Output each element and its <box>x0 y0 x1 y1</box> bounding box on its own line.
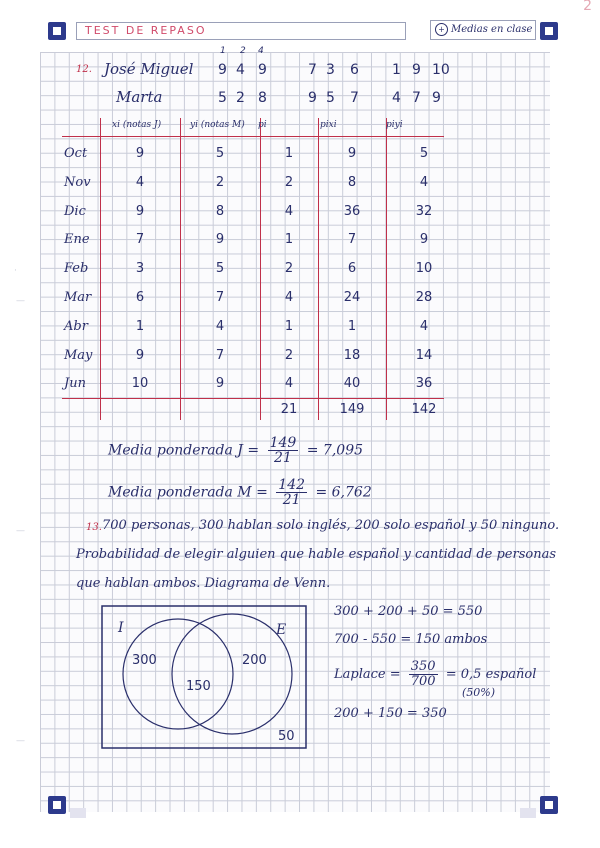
student-grade: 7 <box>412 90 421 106</box>
media-m-result: = 6,762 <box>315 484 372 501</box>
table-cell: 9 <box>215 376 225 392</box>
laplace-percent: (50%) <box>462 686 496 699</box>
fraction-numerator: 142 <box>278 477 306 493</box>
table-cell: 4 <box>135 174 145 190</box>
media-ponderada-j <box>108 436 363 465</box>
table-row-label: Feb <box>64 261 89 277</box>
corner-mark-top-right <box>540 22 558 40</box>
table-cell: 28 <box>415 290 433 305</box>
table-cell: 1 <box>284 318 294 334</box>
student-grade: 10 <box>432 62 450 78</box>
problem-number-12: 12. <box>76 64 92 75</box>
problem-text-line: que hablan ambos. Diagrama de Venn. <box>76 576 331 591</box>
table-row-label: Nov <box>64 174 91 190</box>
corner-mark-bottom-left <box>48 796 66 814</box>
header-title: TEST DE REPASO <box>76 22 406 40</box>
student-grade: 9 <box>308 90 317 106</box>
table-header-cell: xi (notas J) <box>112 120 162 130</box>
venn-value-only-e: 200 <box>242 653 267 668</box>
table-header-cell: pixi <box>320 120 337 130</box>
student-name: José Miguel <box>104 60 194 78</box>
corner-mark-bottom-right <box>540 796 558 814</box>
student-grade: 4 <box>392 90 401 106</box>
student-grade: 1 <box>392 62 401 78</box>
corner-mark-top-left <box>48 22 66 40</box>
table-cell: 6 <box>347 261 357 277</box>
fraction-numerator: 149 <box>269 435 297 451</box>
fraction-denominator: 700 <box>410 674 436 689</box>
table-total-cell: 21 <box>280 402 298 417</box>
student-grade: 2 <box>236 90 245 106</box>
fraction <box>409 660 438 689</box>
problem-text-line: 700 personas, 300 hablan solo inglés, 200 solo español y 50 ninguno. <box>102 518 560 533</box>
table-line <box>62 398 444 399</box>
student-grade: 7 <box>308 62 317 78</box>
weight-label: 1 <box>220 46 226 56</box>
table-total-cell: 149 <box>339 402 365 417</box>
table-row-label: Oct <box>64 146 88 161</box>
table-header-cell: pi <box>258 120 267 130</box>
table-cell: 40 <box>343 376 361 392</box>
table-cell: 32 <box>415 203 433 219</box>
table-cell: 36 <box>415 376 433 392</box>
clock-icon: + <box>435 23 448 36</box>
table-cell: 1 <box>284 232 294 248</box>
table-cell: 1 <box>347 318 357 334</box>
table-cell: 1 <box>135 318 145 334</box>
laplace-result: = 0,5 español <box>445 667 537 682</box>
table-header-cell: yi (notas M) <box>190 120 245 130</box>
media-j-label: Media ponderada J = <box>108 442 260 459</box>
fraction <box>268 436 299 465</box>
header-right-label <box>430 20 536 40</box>
media-m-label: Media ponderada M = <box>108 484 268 501</box>
media-ponderada-m <box>108 478 372 507</box>
problem-number-13: 13. <box>86 522 102 533</box>
table-cell: 8 <box>215 203 225 219</box>
student-grade: 7 <box>350 90 359 106</box>
venn-label-e: E <box>276 622 287 638</box>
margin-mark: — <box>16 736 25 746</box>
calc-line: 300 + 200 + 50 = 550 <box>334 604 483 619</box>
table-cell: 4 <box>284 376 294 392</box>
table-cell: 2 <box>284 347 294 363</box>
table-cell: 36 <box>343 203 361 219</box>
table-row-label: Mar <box>64 290 92 305</box>
table-cell: 4 <box>419 318 429 334</box>
table-cell: 14 <box>415 347 433 363</box>
table-cell: 7 <box>347 232 357 248</box>
table-cell: 4 <box>215 318 225 334</box>
table-cell: 5 <box>215 261 225 277</box>
student-grade: 9 <box>218 62 227 78</box>
table-cell: 2 <box>284 174 294 190</box>
bottom-strip-mark <box>520 808 536 818</box>
table-row-label: Jun <box>64 376 86 392</box>
media-j-result: = 7,095 <box>306 442 364 459</box>
student-grade: 3 <box>326 62 335 78</box>
student-grade: 9 <box>258 62 267 78</box>
student-grade: 5 <box>326 90 335 106</box>
student-grade: 9 <box>412 62 421 78</box>
table-cell: 2 <box>284 261 294 277</box>
table-cell: 9 <box>135 203 145 219</box>
student-grade: 6 <box>350 62 359 78</box>
table-cell: 8 <box>347 174 357 190</box>
student-grade: 9 <box>432 90 441 106</box>
table-cell: 4 <box>284 203 294 219</box>
table-row-label: Abr <box>64 318 88 334</box>
table-cell: 4 <box>419 174 429 190</box>
weight-label: 4 <box>258 46 264 56</box>
fraction-denominator: 21 <box>282 492 301 508</box>
fraction <box>276 478 307 507</box>
venn-value-none: 50 <box>278 729 295 744</box>
table-cell: 2 <box>215 174 225 190</box>
table-cell: 9 <box>135 347 145 363</box>
margin-mark: — <box>16 526 25 536</box>
laplace-calc <box>334 660 536 689</box>
calc-line: 200 + 150 = 350 <box>334 706 447 721</box>
weight-label: 2 <box>240 46 246 56</box>
table-line <box>318 118 319 420</box>
table-cell: 6 <box>135 290 145 305</box>
venn-value-only-i: 300 <box>132 653 157 668</box>
venn-value-both: 150 <box>186 679 211 694</box>
problem-text-line: Probabilidad de elegir alguien que hable español y cantidad de personas <box>76 547 556 562</box>
table-cell: 5 <box>215 146 225 161</box>
student-grade: 8 <box>258 90 267 106</box>
student-grade: 4 <box>236 62 245 78</box>
student-grade: 5 <box>218 90 227 106</box>
fraction-numerator: 350 <box>410 659 436 674</box>
table-total-cell: 142 <box>411 402 437 417</box>
table-cell: 7 <box>135 232 145 248</box>
table-cell: 10 <box>131 376 149 392</box>
bottom-strip-mark <box>70 808 86 818</box>
margin-mark: — <box>16 296 25 306</box>
table-line <box>386 118 387 420</box>
calc-line: 700 - 550 = 150 ambos <box>334 632 488 647</box>
page-number: 2 <box>583 0 592 14</box>
student-name: Marta <box>116 88 163 106</box>
table-cell: 7 <box>215 347 225 363</box>
laplace-label: Laplace = <box>334 667 401 682</box>
table-line <box>260 118 261 420</box>
venn-diagram <box>100 604 310 752</box>
venn-label-i: I <box>118 620 124 636</box>
table-cell: 4 <box>284 290 294 305</box>
table-row-label: May <box>64 347 93 363</box>
header-right-text: Medias en clase <box>451 24 533 35</box>
fraction-denominator: 21 <box>274 450 292 466</box>
table-cell: 5 <box>419 146 429 161</box>
table-line <box>62 136 444 137</box>
table-cell: 3 <box>135 261 145 277</box>
table-cell: 9 <box>215 232 225 248</box>
table-line <box>100 118 101 420</box>
table-row-label: Ene <box>64 232 90 248</box>
table-cell: 10 <box>415 261 433 277</box>
table-header-cell: piyi <box>386 120 403 130</box>
table-cell: 9 <box>135 146 145 161</box>
table-cell: 18 <box>343 347 361 363</box>
margin-mark: · <box>14 266 17 276</box>
table-cell: 1 <box>284 146 294 161</box>
venn-circle-e <box>172 614 292 734</box>
venn-circle-i <box>123 619 233 729</box>
table-line <box>180 118 181 420</box>
table-cell: 9 <box>347 146 357 161</box>
table-cell: 24 <box>343 290 361 305</box>
table-row-label: Dic <box>64 203 86 219</box>
table-cell: 9 <box>419 232 429 248</box>
table-cell: 7 <box>215 290 225 305</box>
